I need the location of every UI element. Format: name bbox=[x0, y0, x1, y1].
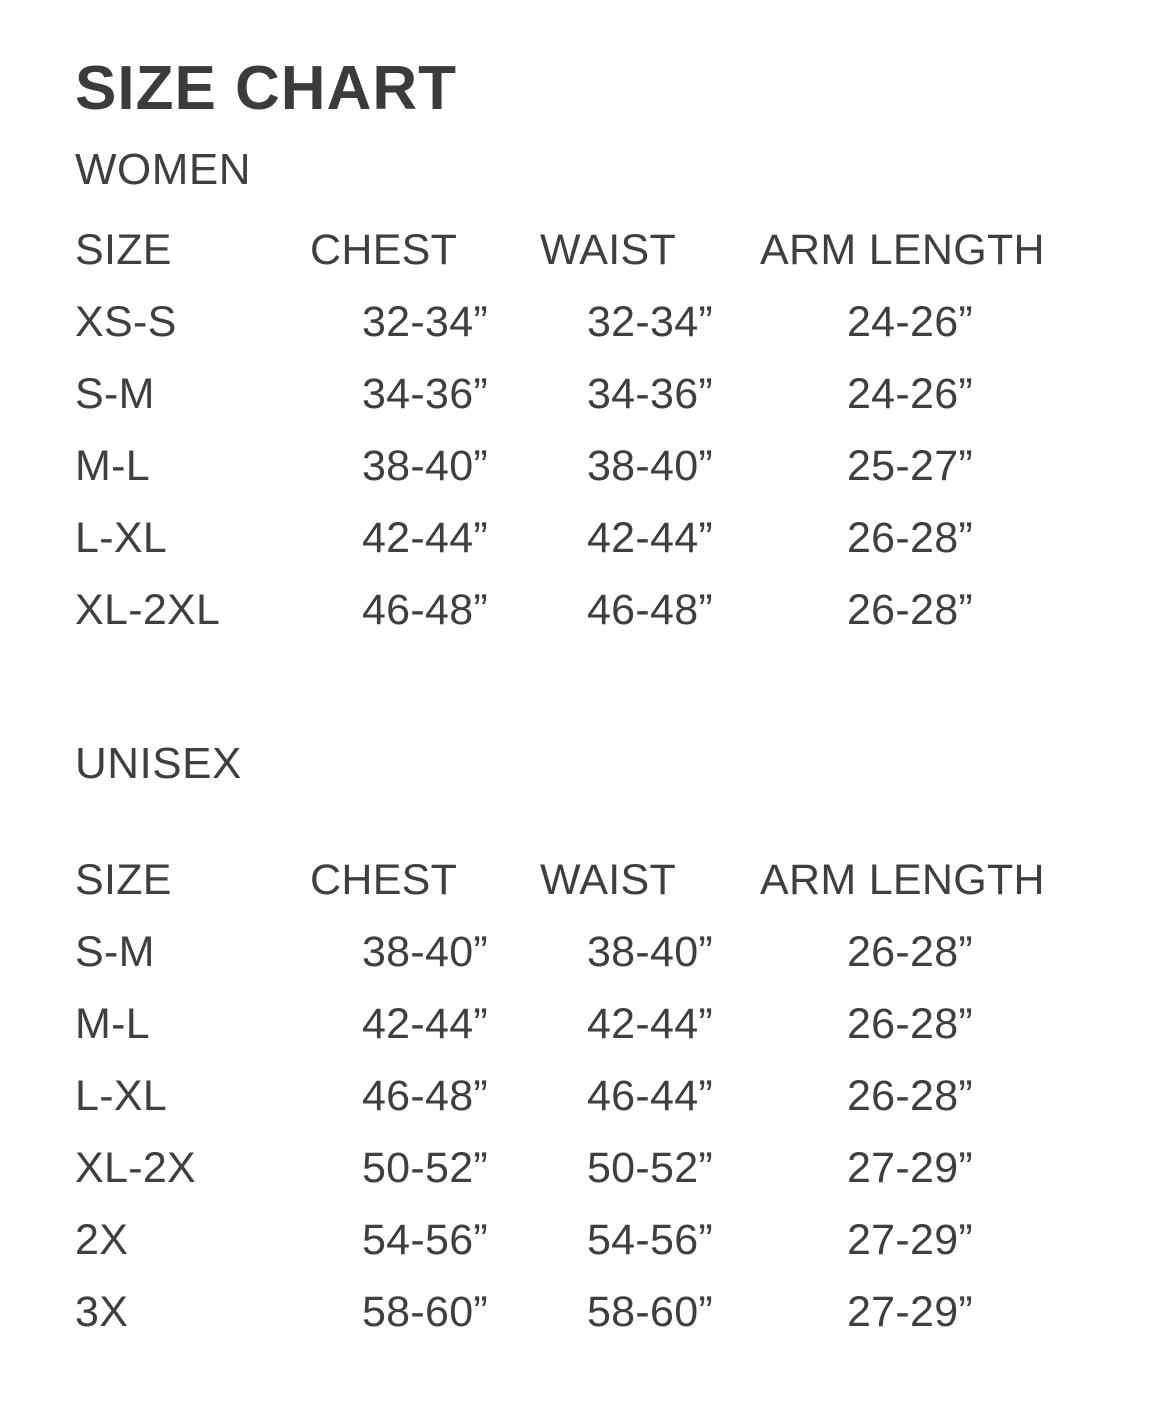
cell-arm-length: 24-26” bbox=[846, 297, 974, 346]
cell-chest: 54-56” bbox=[361, 1215, 489, 1264]
cell-waist: 38-40” bbox=[586, 441, 714, 490]
cell-size: L-XL bbox=[75, 1071, 168, 1120]
cell-size: XL-2XL bbox=[75, 585, 221, 634]
unisex-spacer bbox=[75, 786, 1159, 844]
cell-size: S-M bbox=[75, 369, 155, 418]
cell-chest: 34-36” bbox=[361, 369, 489, 418]
cell-size: L-XL bbox=[75, 513, 168, 562]
column-header-size: SIZE bbox=[75, 855, 172, 904]
cell-arm-length: 26-28” bbox=[846, 999, 974, 1048]
table-row bbox=[75, 1060, 1060, 1132]
cell-arm-length: 27-29” bbox=[846, 1287, 974, 1336]
cell-arm-length: 26-28” bbox=[846, 513, 974, 562]
cell-chest: 42-44” bbox=[361, 513, 489, 562]
cell-arm-length: 26-28” bbox=[846, 585, 974, 634]
cell-size: XS-S bbox=[75, 297, 177, 346]
cell-waist: 38-40” bbox=[586, 927, 714, 976]
column-header-chest: CHEST bbox=[310, 855, 458, 904]
table-row bbox=[75, 988, 1060, 1060]
column-header-waist: WAIST bbox=[540, 855, 677, 904]
table-row bbox=[75, 1204, 1060, 1276]
cell-waist: 32-34” bbox=[586, 297, 714, 346]
cell-chest: 58-60” bbox=[361, 1287, 489, 1336]
column-header-waist: WAIST bbox=[540, 225, 677, 274]
cell-arm-length: 27-29” bbox=[846, 1215, 974, 1264]
table-row bbox=[75, 502, 1060, 574]
table-header-row bbox=[75, 214, 1060, 286]
cell-chest: 50-52” bbox=[361, 1143, 489, 1192]
column-header-arm-length: ARM LENGTH bbox=[760, 225, 1045, 274]
cell-chest: 42-44” bbox=[361, 999, 489, 1048]
table-row bbox=[75, 1132, 1060, 1204]
cell-arm-length: 26-28” bbox=[846, 1071, 974, 1120]
section-spacer bbox=[75, 646, 1159, 742]
cell-chest: 32-34” bbox=[361, 297, 489, 346]
cell-arm-length: 25-27” bbox=[846, 441, 974, 490]
cell-arm-length: 24-26” bbox=[846, 369, 974, 418]
section-label-women: WOMEN bbox=[75, 145, 252, 194]
cell-chest: 46-48” bbox=[361, 585, 489, 634]
cell-chest: 46-48” bbox=[361, 1071, 489, 1120]
cell-waist: 50-52” bbox=[586, 1143, 714, 1192]
column-header-arm-length: ARM LENGTH bbox=[760, 855, 1045, 904]
cell-chest: 38-40” bbox=[361, 441, 489, 490]
table-row bbox=[75, 916, 1060, 988]
table-header-row bbox=[75, 844, 1060, 916]
cell-waist: 46-48” bbox=[586, 585, 714, 634]
women-size-table bbox=[75, 214, 1060, 646]
cell-chest: 38-40” bbox=[361, 927, 489, 976]
cell-waist: 58-60” bbox=[586, 1287, 714, 1336]
cell-size: 2X bbox=[75, 1215, 129, 1264]
cell-arm-length: 26-28” bbox=[846, 927, 974, 976]
column-header-size: SIZE bbox=[75, 225, 172, 274]
table-row bbox=[75, 358, 1060, 430]
cell-arm-length: 27-29” bbox=[846, 1143, 974, 1192]
cell-size: XL-2X bbox=[75, 1143, 197, 1192]
cell-size: M-L bbox=[75, 441, 150, 490]
column-header-chest: CHEST bbox=[310, 225, 458, 274]
cell-waist: 42-44” bbox=[586, 513, 714, 562]
table-row bbox=[75, 574, 1060, 646]
cell-waist: 46-44” bbox=[586, 1071, 714, 1120]
cell-waist: 54-56” bbox=[586, 1215, 714, 1264]
table-row bbox=[75, 430, 1060, 502]
page-title: SIZE CHART bbox=[75, 54, 457, 123]
cell-size: 3X bbox=[75, 1287, 129, 1336]
unisex-size-table bbox=[75, 844, 1060, 1348]
cell-size: M-L bbox=[75, 999, 150, 1048]
table-row bbox=[75, 286, 1060, 358]
table-row bbox=[75, 1276, 1060, 1348]
cell-waist: 42-44” bbox=[586, 999, 714, 1048]
cell-waist: 34-36” bbox=[586, 369, 714, 418]
cell-size: S-M bbox=[75, 927, 155, 976]
section-label-unisex: UNISEX bbox=[75, 739, 242, 788]
